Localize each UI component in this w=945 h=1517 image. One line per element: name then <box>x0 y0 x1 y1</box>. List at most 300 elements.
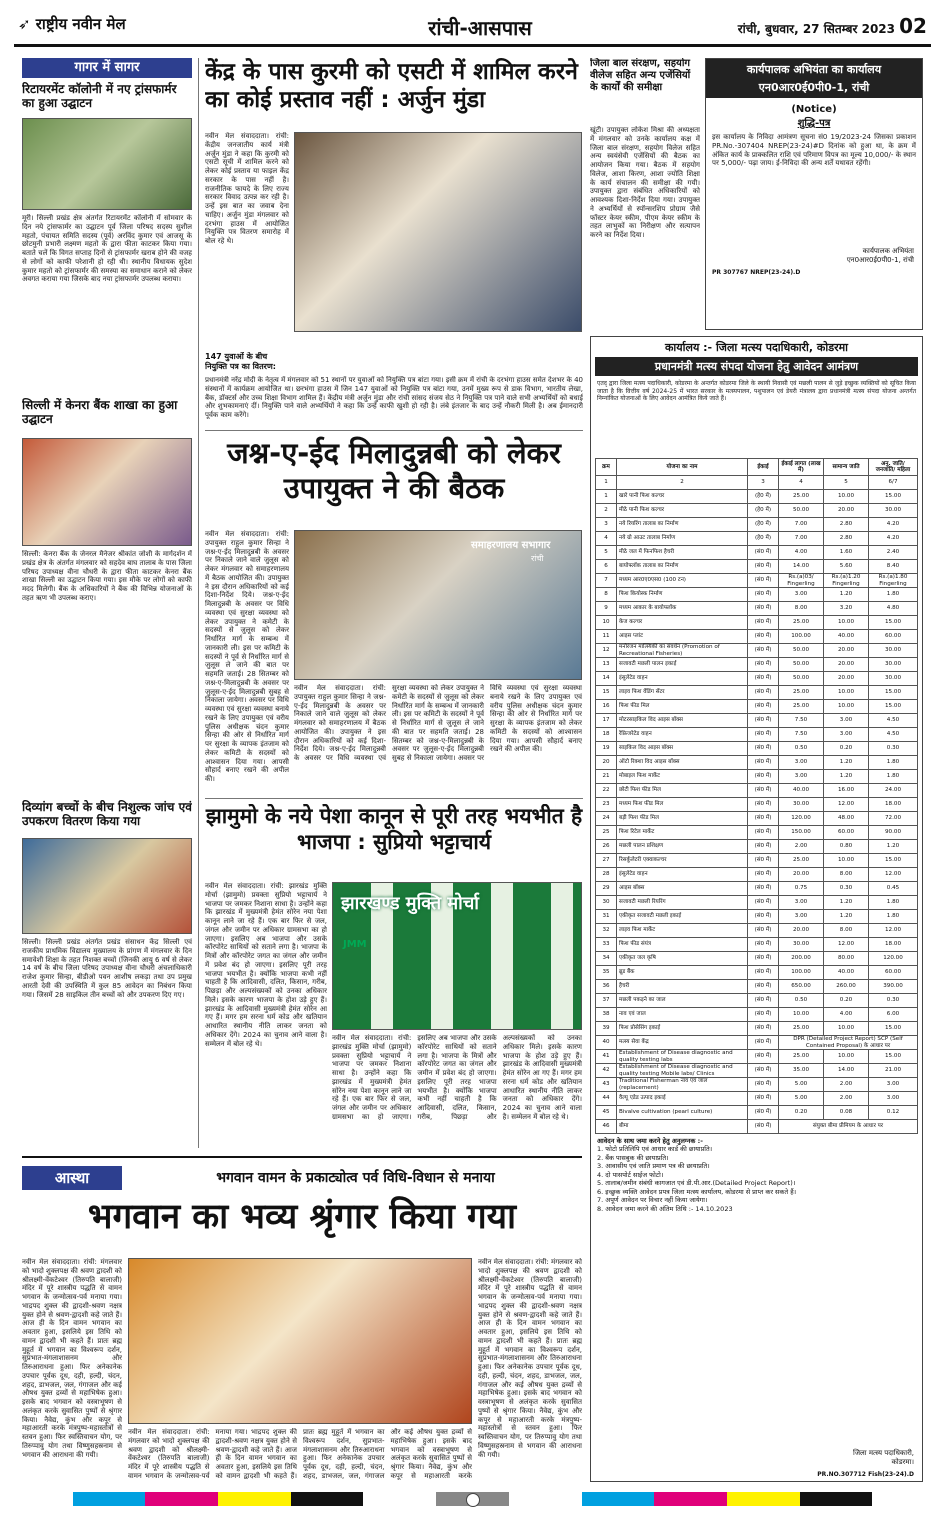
table-cell: 5 <box>596 546 617 560</box>
table-cell: मध्यम आकार के बायोफ्लॉक <box>617 602 748 616</box>
table-row <box>596 938 918 952</box>
table-cell: 0.50 <box>779 994 824 1008</box>
table-cell: 21.00 <box>869 1064 918 1078</box>
table-cell: Establishment of Disease diagnostic and quality testing labs <box>617 1050 748 1064</box>
table-cell: 20.00 <box>824 672 869 686</box>
table-cell: 15.00 <box>869 854 918 868</box>
story-body: मूरी। सिल्ली प्रखंड क्षेत्र अंतर्गत रिटायरमेंट कॉलोनी में सोमवार के दिन नये ट्रांसफार्मर का उद्घाटन पूर्व जिला परिषद सदस्य सुशील महतो, पंचायत समिति सदस्य (पूर्व) अरविंद कुमार एवं आजसू के छोटमुनी प्रभारी लक्ष्मण महतो के द्वारा फीता काटकर किया गया। बताते चलें कि विगत सप्ताह दिनों से ट्रांसफार्मर खराब होने की वजह से लोगों को काफी परेशानी हो रही थी। स्थानीय विधायक सुदेश कुमार महतो को ट्रांसफार्मर की समस्या का समाधान कराने को लेकर अवगत कराया गया जिसके बाद नया ट्रांसफार्मर उपलब्ध कराया। <box>22 214 192 284</box>
table-cell: (सं0 में) <box>748 602 779 616</box>
table-cell: (सं0 में) <box>748 784 779 798</box>
table-cell: 40.00 <box>824 630 869 644</box>
masthead-rule <box>14 44 931 47</box>
page-number: 02 <box>899 14 927 38</box>
bird-logo-icon: ➶ <box>18 15 36 33</box>
table-cell: 16.00 <box>824 784 869 798</box>
table-cell: 30.00 <box>869 672 918 686</box>
table-cell: 0.45 <box>869 882 918 896</box>
table-cell: 390.00 <box>869 980 918 994</box>
article-body: प्रधानमंत्री नरेंद्र मोदी के नेतृत्व में मंगलवार को 51 स्थानों पर युवाओं को नियुक्ति पत्र बांटा गया। इसी क्रम में रांची के दरभंगा हाउस समेत देशभर के 40 संस्थानों में कार्यक्रम आयोजित था। छरभंगा हाउस में जिन 147 युवाओं को नियुक्ति पत्र बांटा गया, उनमें मुख्य रूप से डाक विभाग, भारतीय लेखा, बैंक, डॉक्टर्स और उच्च शिक्षा विभाग शामिल हैं। केंद्रीय मंत्री अर्जुन मुंडा और रांची सांसद संजय सेठ ने नियुक्ति पत्र पाने वाले सभी अभ्यर्थियों को बधाई और शुभकामनाएं दीं। नियुक्ति पाने वाले अभ्यर्थियों ने कहा कि उन्हें काफी खुशी हो रही है। लंबे इंतजार के बाद उन्हें नौकरी मिली है। अब ईमानदारी पूर्वक काम करेंगे। <box>205 376 583 419</box>
table-cell: 26 <box>596 840 617 854</box>
table-cell: 41 <box>596 1050 617 1064</box>
table-row <box>596 1078 918 1092</box>
table-cell: 15.00 <box>869 490 918 504</box>
table-cell: 3.00 <box>779 896 824 910</box>
table-cell: 4.00 <box>824 1008 869 1022</box>
table-cell: 0.12 <box>869 1106 918 1120</box>
table-cell: 8.00 <box>779 602 824 616</box>
table-cell: Rs.(a)03/ Fingerling <box>779 574 824 588</box>
table-cell: 15.00 <box>869 686 918 700</box>
table-cell: 1.20 <box>824 910 869 924</box>
table-cell: 50.00 <box>779 658 824 672</box>
table-cell: 14.00 <box>779 560 824 574</box>
table-cell: DPR (Detailed Project Report) SCP (Self Contained Proposal) के आधार पर <box>779 1036 918 1050</box>
docs-item: 8. आवेदन जमा करने की अंतिम तिथि :- 14.10.2023 <box>597 1204 733 1213</box>
table-cell: 7.00 <box>779 532 824 546</box>
table-cell: 0.20 <box>779 1106 824 1120</box>
table-cell: (सं0 में) <box>748 826 779 840</box>
table-cell: 2.00 <box>824 1078 869 1092</box>
story-title: रिटायरमेंट कॉलोनी में नए ट्रांसफार्मर का हुआ उद्घाटन <box>22 82 177 111</box>
table-cell: (सं0 में) <box>748 686 779 700</box>
story-body: सिल्ली। सिल्ली प्रखंड अंतर्गत प्रखंड संसाधन केंद्र सिल्ली एवं राजकीय प्राथमिक विद्यालय मुख्यालय के प्रांगण में मंगलवार के दिन समावेशी शिक्षा के तहत निशक्त बच्चों (जिनकी आयु 6 वर्ष से लेकर 14 वर्ष के बीच जिला परिषद उपाध्यक्ष वीना चौधरी अंचलाधिकारी राजेश कुमार सिन्हा, बीडीओ पवन आशीष लकड़ा तथा उप प्रमुख आरती देवी की उपस्थिति में कुल 85 आवेदन का निबंधन किया गया। जिसमें 28 साइकिल तीन बच्चों को और उपकरण दिए गए। <box>22 938 192 999</box>
table-row <box>596 826 918 840</box>
table-cell: मीठे पानी फिश कल्चर <box>617 504 748 518</box>
story-body-cont: नवीन मेल संवाददाता। रांची: मंगलवार को भादो शुक्लपक्ष की श्रवण द्वादशी को श्रीलक्ष्मी-वेंकटेश्वर (तिरुपति बालाजी) मंदिर में पूरे शास्त्रीय पद्धति से वामन भगवान के जन्मोत्सव-पर्व मनाया गया। भाद्रपद शुक्ल की द्वादशी-श्रवण नक्षत्र युक्त होने से श्रवण-द्वादशी कहे जाते हैं। आज ही के दिन वामन भगवान का अवतार हुआ, इसलिये इस तिथि को वामन द्वादशी भी कहते हैं। प्रातः ब्रह्म मुहूर्त में भगवान का विश्वरूप दर्शन, सुप्रभात-मंगलाशासनम और तिरुआराधना हुआ। फिर अनेकानेक उपचार पूर्वक दूध, दही, हल्दी, चंदन, शहद, डाभजल, जल, गंगाजल और कई औषध युक्त द्रव्यों से महाभिषेक हुआ। इसके बाद भगवान को वस्त्राभूषण से अलंकृत करके सुवासित पुष्पों से श्रृंगार किया। नैवेद्य, कुंभ और कपूर से महाआरती करके मंत्रपुष्प-महास्तोत्रों से स्तवन हुआ। फिर स्वस्तिवाचन योग, पर तिरुप्पावु योग तथा विष्णुसहस्रनाम से भगवान की आराधना की गयी। <box>478 1258 582 1459</box>
table-cell: (सं0 में) <box>748 868 779 882</box>
table-cell: 40.00 <box>779 784 824 798</box>
table-cell: 20 <box>596 756 617 770</box>
table-cell: 29 <box>596 882 617 896</box>
table-cell: 43 <box>596 1078 617 1092</box>
table-cell: 1.20 <box>824 896 869 910</box>
table-row <box>596 966 918 980</box>
table-cell: 0.08 <box>824 1106 869 1120</box>
table-cell: फिश फीड संयंत्र <box>617 938 748 952</box>
story-body-cont: नवीन मेल संवाददाता। रांची: मंगलवार को भादो शुक्लपक्ष की श्रवण द्वादशी को श्रीलक्ष्मी-वेंकटेश्वर (तिरुपति बालाजी) मंदिर में पूरे शास्त्रीय पद्धति से वामन भगवान के जन्मोत्सव-पर्व मनाया गया। भाद्रपद शुक्ल की द्वादशी-श्रवण नक्षत्र युक्त होने से श्रवण-द्वादशी कहे जाते हैं। आज ही के दिन वामन भगवान का अवतार हुआ, इसलिये इस तिथि को वामन द्वादशी भी कहते हैं। प्रातः ब्रह्म मुहूर्त में भगवान का विश्वरूप दर्शन, सुप्रभात-मंगलाशासनम और तिरुआराधना हुआ। फिर अनेकानेक उपचार पूर्वक दूध, दही, हल्दी, चंदन, शहद, डाभजल, जल, गंगाजल और कई औषध युक्त द्रव्यों से महाभिषेक हुआ। इसके बाद भगवान को वस्त्राभूषण से अलंकृत करके सुवासित पुष्पों से श्रृंगार किया। नैवेद्य, कुंभ और कपूर से महाआरती करके <box>128 1428 472 1480</box>
table-row <box>596 518 918 532</box>
table-cell: 10.00 <box>779 1008 824 1022</box>
table-cell: 25.00 <box>779 686 824 700</box>
notice-dept: एन0आर0ई0पी0-1, रांची <box>706 80 922 98</box>
notice-pr: PR.NO.307712 Fish(23-24).D <box>817 1471 914 1478</box>
table-row <box>596 616 918 630</box>
table-cell: ऑटो रिक्शा विद आइस बॉक्स <box>617 756 748 770</box>
table-cell: 7 <box>596 574 617 588</box>
table-cell: 1.80 <box>869 756 918 770</box>
notice-body: इस कार्यालय के निविदा आमंत्रण सूचना सं0 19/2023-24 जिसका प्रकाशन PR.No.-307404 NREP(23-24)#D दिनांक को हुआ था, के क्रम में अंकित कार्य के प्राक्कलित राशि एवं परिमाण विपत्र का मूल्य 10,000/- के स्थान पर 5,000/- पढ़ा जाय। ई-निविदा की अन्य शर्तें यथावत रहेंगी। <box>712 133 916 168</box>
table-cell: 10.00 <box>824 686 869 700</box>
table-cell: 3.00 <box>824 714 869 728</box>
article-photo <box>294 530 582 680</box>
table-row <box>596 882 918 896</box>
table-cell: 10.00 <box>824 854 869 868</box>
table-row <box>596 1036 918 1050</box>
col-header: सामान्य जाति <box>824 459 869 476</box>
table-cell: एकीकृत जल कृषि <box>617 952 748 966</box>
photo-banner-text: समाहरणालय सभागार <box>471 540 551 551</box>
table-cell: 18 <box>596 728 617 742</box>
table-cell: 4.50 <box>869 714 918 728</box>
table-cell: 90.00 <box>869 826 918 840</box>
table-row <box>596 910 918 924</box>
notice-label: (Notice) <box>791 104 837 115</box>
table-cell: 20.00 <box>779 868 824 882</box>
table-cell: 1.80 <box>869 896 918 910</box>
article-photo <box>294 132 582 332</box>
table-cell: 3.00 <box>869 1092 918 1106</box>
table-cell: 30.00 <box>779 798 824 812</box>
table-cell: 50.00 <box>779 504 824 518</box>
table-cell: 11 <box>596 630 617 644</box>
table-cell: 10.00 <box>824 616 869 630</box>
table-cell: 150.00 <box>779 826 824 840</box>
table-cell: केज कल्चर <box>617 616 748 630</box>
table-row <box>596 1064 918 1078</box>
scheme-table-wrap <box>591 458 922 1134</box>
table-cell: 100.00 <box>779 966 824 980</box>
table-cell: 2.80 <box>824 518 869 532</box>
table-cell: (सं0 में) <box>748 756 779 770</box>
docs-item: 2. बैंक पासबुक की छायाप्रति। <box>597 1153 669 1162</box>
table-cell: (सं0 में) <box>748 854 779 868</box>
table-cell: 60.00 <box>869 630 918 644</box>
table-row <box>596 742 918 756</box>
table-cell: (सं0 में) <box>748 952 779 966</box>
table-row <box>596 1092 918 1106</box>
table-cell: 3.00 <box>824 728 869 742</box>
table-cell: (सं0 में) <box>748 742 779 756</box>
table-cell: 40 <box>596 1036 617 1050</box>
table-cell: 15.00 <box>869 616 918 630</box>
table-cell: 42 <box>596 1064 617 1078</box>
table-cell: (सं0 में) <box>748 1120 779 1134</box>
table-cell: 0.50 <box>779 742 824 756</box>
table-cell: छोटी फिश फीड मिल <box>617 784 748 798</box>
table-cell: सजावटी मछली रियरिंग <box>617 896 748 910</box>
table-cell: 1.20 <box>869 840 918 854</box>
table-cell: 7.50 <box>779 714 824 728</box>
table-cell: 25 <box>596 826 617 840</box>
table-cell: (सं0 में) <box>748 980 779 994</box>
article-body-cont: नवीन मेल संवाददाता। रांची: उपायुक्त राहुल कुमार सिन्हा ने जश्न-ए-ईद मिलादुन्नबी के अवसर पर निकाले जाने वाले जुलूस को लेकर मंगलवार को समाहरणालय में बैठक आयोजित की। उपायुक्त ने इस दौरान अधिकारियों को कई दिशा-निर्देश दिये। जश्न-ए-ईद मिलादुन्नबी के अवसर पर विधि व्यवस्था एवं सुरक्षा व्यवस्था को लेकर उपायुक्त ने कमेटी के सदस्यों से जुलूस को लेकर निर्धारित मार्ग के सम्बन्ध में जानकारी ली। इस पर कमिटी के सदस्यों ने पूर्व से निर्धारित मार्ग से जुलूस ले जाने की बात पर सहमति जताई। 28 सितम्बर को जश्न-ए-मिलादुन्नबी के अवसर पर जुलूस-ए-ईद मिलादुन्नबी सुबह से निकाला जायेगा। अवसर पर विधि व्यवस्था एवं सुरक्षा व्यवस्था बनाये रखने के लिए उपायुक्त एवं वरीय पुलिस अधीक्षक चंदन कुमार सिन्हा की ओर से निर्धारित मार्ग पर सुरक्षा के व्यापक इंतजाम को लेकर कमिटी के सदस्यों को आश्वासन दिया गया। आपसी सौहार्द बनाए रखने की अपील की। <box>294 684 582 762</box>
article-body: नवीन मेल संवाददाता। रांची: उपायुक्त राहुल कुमार सिन्हा ने जश्न-ए-ईद मिलादुन्नबी के अवसर पर निकाले जाने वाले जुलूस को लेकर मंगलवार को समाहरणालय में बैठक आयोजित की। उपायुक्त ने इस दौरान अधिकारियों को कई दिशा-निर्देश दिये। जश्न-ए-ईद मिलादुन्नबी के अवसर पर विधि व्यवस्था एवं सुरक्षा व्यवस्था को लेकर उपायुक्त ने कमेटी के सदस्यों से जुलूस को लेकर निर्धारित मार्ग के सम्बन्ध में जानकारी ली। इस पर कमिटी के सदस्यों ने पूर्व से निर्धारित मार्ग से जुलूस ले जाने की बात पर सहमति जताई। 28 सितम्बर को जश्न-ए-मिलादुन्नबी के अवसर पर जुलूस-ए-ईद मिलादुन्नबी सुबह से निकाला जायेगा। अवसर पर विधि व्यवस्था एवं सुरक्षा व्यवस्था बनाये रखने के लिए उपायुक्त एवं वरीय पुलिस अधीक्षक चंदन कुमार सिन्हा की ओर से निर्धारित मार्ग पर सुरक्षा के व्यापक इंतजाम को लेकर कमिटी के सदस्यों को आश्वासन दिया गया। आपसी सौहार्द बनाए रखने की अपील की। <box>205 530 289 783</box>
table-colnum-row <box>596 476 918 490</box>
table-cell: 15 <box>596 686 617 700</box>
table-cell: 21 <box>596 770 617 784</box>
table-cell: 1.80 <box>869 588 918 602</box>
notice-signer: जिला मत्स्य पदाधिकारी, कोडरमा। <box>853 1449 914 1466</box>
table-cell: 9 <box>596 602 617 616</box>
notice-corrigendum: शुद्धि-पत्र <box>797 118 831 129</box>
table-cell: एकीकृत सजावटी मछली इकाई <box>617 910 748 924</box>
notice-box <box>705 58 923 330</box>
dateline: रांची, बुधवार, 27 सितम्बर 2023 <box>737 22 895 36</box>
table-row <box>596 1050 918 1064</box>
table-cell: (सं0 में) <box>748 1022 779 1036</box>
table-cell: 35.00 <box>779 1064 824 1078</box>
docs-item: 1. फोटो प्रतिलिपि एवं आधार कार्ड की छायाप्रति। <box>597 1145 713 1154</box>
story-photo <box>128 1258 472 1424</box>
table-cell: 1.20 <box>824 770 869 784</box>
table-row <box>596 504 918 518</box>
table-cell: 4.50 <box>869 728 918 742</box>
story-body: खूंटी। उपायुक्त लोकेश मिश्रा की अध्यक्षता में मंगलवार को उनके कार्यालय कक्ष में जिला बाल संरक्षण, सहयोग विलेज सहित अन्य स्वयंसेवी एजेंसियों की बैठक का आयोजन किया गया। बैठक में सहयोग विलेज, आशा किरण, आशा ज्योति शिक्षा के कार्य संचालन की समीक्षा की गयी। उपायुक्त द्वारा संबंधित अधिकारियों को आवश्यक दिशा-निर्देश दिया गया। उपायुक्त ने अभ्यर्थियों से स्पॉन्सरशिप प्रोग्राम जैसे फॉस्टर केयर स्कीम, पीएम केयर स्कीम के तहत लाभुकों का निरीक्षण और सत्यापन करने का निर्देश दिया। <box>590 126 700 239</box>
col-number: 3 <box>748 476 779 490</box>
table-cell: 8.40 <box>869 560 918 574</box>
table-row <box>596 784 918 798</box>
table-cell: 35 <box>596 966 617 980</box>
table-row <box>596 560 918 574</box>
story-photo <box>22 838 192 934</box>
table-cell: 17 <box>596 714 617 728</box>
table-cell: 50.00 <box>779 644 824 658</box>
table-cell: मध्यम आर0ए0एस0 (100 टन) <box>617 574 748 588</box>
docs-item: 5. तालाब/जमीन संबंधी कागजात एवं डी.पी.आर.(Detailed Project Report)। <box>597 1179 796 1188</box>
col-header: ईकाई लागत (लाख में) <box>779 459 824 476</box>
story-body: नवीन मेल संवाददाता। रांची: मंगलवार को भादो शुक्लपक्ष की श्रवण द्वादशी को श्रीलक्ष्मी-वेंकटेश्वर (तिरुपति बालाजी) मंदिर में पूरे शास्त्रीय पद्धति से वामन भगवान के जन्मोत्सव-पर्व मनाया गया। भाद्रपद शुक्ल की द्वादशी-श्रवण नक्षत्र युक्त होने से श्रवण-द्वादशी कहे जाते हैं। आज ही के दिन वामन भगवान का अवतार हुआ, इसलिये इस तिथि को वामन द्वादशी भी कहते हैं। प्रातः ब्रह्म मुहूर्त में भगवान का विश्वरूप दर्शन, सुप्रभात-मंगलाशासनम और तिरुआराधना हुआ। फिर अनेकानेक उपचार पूर्वक दूध, दही, हल्दी, चंदन, शहद, डाभजल, जल, गंगाजल और कई औषध युक्त द्रव्यों से महाभिषेक हुआ। इसके बाद भगवान को वस्त्राभूषण से अलंकृत करके सुवासित पुष्पों से श्रृंगार किया। नैवेद्य, कुंभ और कपूर से महाआरती करके मंत्रपुष्प-महास्तोत्रों से स्तवन हुआ। फिर स्वस्तिवाचन योग, पर तिरुप्पावु योग तथा विष्णुसहस्रनाम से भगवान की आराधना की गयी। <box>22 1258 122 1459</box>
table-row <box>596 714 918 728</box>
table-cell: 650.00 <box>779 980 824 994</box>
table-cell: सजावटी मछली पालन इकाई <box>617 658 748 672</box>
table-cell: (सं0 में) <box>748 658 779 672</box>
table-cell: नये ग्रो आउट तालाब निर्माण <box>617 532 748 546</box>
jmm-banner-text: झारखण्ड मुक्ति मोर्चा <box>341 893 479 914</box>
article-rule <box>205 430 583 431</box>
table-cell: 30.00 <box>869 658 918 672</box>
article-headline: केंद्र के पास कुरमी को एसटी में शामिल करने का कोई प्रस्ताव नहीं : अर्जुन मुंडा <box>205 59 578 114</box>
table-cell: 44 <box>596 1092 617 1106</box>
col-number: 6/7 <box>869 476 918 490</box>
table-body <box>596 490 918 1134</box>
table-cell: मोबाइल फिश मार्केट <box>617 770 748 784</box>
table-cell: (सं0 में) <box>748 630 779 644</box>
table-cell: 20.00 <box>824 504 869 518</box>
docs-item: 3. आवासीय एवं जाति प्रमाण पत्र की छायाप्रति। <box>597 1162 710 1171</box>
table-cell: 34 <box>596 952 617 966</box>
notice-pr: PR 307767 NREP(23-24).D <box>712 269 801 276</box>
table-cell: 12.00 <box>824 938 869 952</box>
table-row <box>596 1106 918 1120</box>
table-cell: 0.80 <box>824 840 869 854</box>
table-cell: 0.30 <box>824 882 869 896</box>
table-cell: 16 <box>596 700 617 714</box>
brand-logo: ➶ राष्ट्रीय नवीन मेल <box>18 15 126 33</box>
table-cell: 3.00 <box>779 770 824 784</box>
table-cell: 40.00 <box>824 966 869 980</box>
table-cell: 50.00 <box>779 672 824 686</box>
table-row <box>596 686 918 700</box>
table-cell: 25.00 <box>779 854 824 868</box>
table-row <box>596 770 918 784</box>
table-cell: 25.00 <box>779 700 824 714</box>
table-cell: 260.00 <box>824 980 869 994</box>
table-cell: (सं0 में) <box>748 994 779 1008</box>
table-cell: (हे0 में) <box>748 504 779 518</box>
table-cell: मत्स्य सेवा केंद्र <box>617 1036 748 1050</box>
table-cell: 30 <box>596 896 617 910</box>
article-headline: झामुमो के नये पेशा कानून से पूरी तरह भयभीत है भाजपा : सुप्रियो भट्टाचार्य <box>205 804 583 854</box>
article-body-cont: नवीन मेल संवाददाता। रांची: झारखंड मुक्ति मोर्चा (झामुमो) प्रवक्ता सुप्रियो भट्टाचार्य ने भाजपा पर जमकर निशाना साधा है। उन्होंने कहा कि झारखंड में मुख्यमंत्री हेमंत सोरेन नया पेशा कानून लाने जा रहे हैं। एक बार फिर से जल, जंगल और जमीन पर अधिकार ग्रामसभा का हो जाएगा। इसलिए अब भाजपा और उसके कॉरपोरेट साथियों को सताने लगा है। भाजपा के मित्रों और कॉरपोरेट जगत का जंगल और जमीन में प्रवेश बंद हो जाएगा। इसलिए पूरी तरह भाजपा भयभीत है। क्योंकि भाजपा कभी नहीं चाहती है कि आदिवासी, दलित, किसान, गरीब, पिछड़ा और अल्पसंख्यकों को उनका अधिकार मिले। इसके कारण भाजपा के होश उड़े हुए हैं। झारखंड के आदिवासी मुख्यमंत्री हेमंत सोरेन आ गए हैं। मगर हम सरना धर्म कोड और खतियान आधारित स्थानीय नीति लाकर जनता को अधिकार देंगे। 2024 का चुनाव आने वाला है। सम्मेलन में बोल रहे थे। <box>332 1034 582 1121</box>
table-cell: 60.00 <box>869 966 918 980</box>
article-subhead: 147 युवाओं के बीच नियुक्ति पत्र का वितरण: <box>205 352 276 371</box>
docs-list <box>597 1145 916 1213</box>
table-cell: (सं0 में) <box>748 910 779 924</box>
table-cell: 2.00 <box>824 1092 869 1106</box>
article-rule <box>205 798 583 799</box>
table-cell: 200.00 <box>779 952 824 966</box>
table-cell: 2.80 <box>824 532 869 546</box>
table-cell: 80.00 <box>824 952 869 966</box>
table-cell: बीमा <box>617 1120 748 1134</box>
table-cell: फिश प्रोसेसिंग इकाई <box>617 1022 748 1036</box>
table-cell: 100.00 <box>779 630 824 644</box>
table-cell: 36 <box>596 980 617 994</box>
table-cell: (सं0 में) <box>748 728 779 742</box>
table-row <box>596 798 918 812</box>
table-row <box>596 840 918 854</box>
table-cell: नये रियरिंग तालाब का निर्माण <box>617 518 748 532</box>
table-cell: (सं0 में) <box>748 966 779 980</box>
col-header: क्रम <box>596 459 617 476</box>
table-cell: 28 <box>596 868 617 882</box>
table-cell: 10.00 <box>824 1022 869 1036</box>
table-row <box>596 644 918 658</box>
docs-item: 7. अपूर्ण आवेदन पर विचार नहीं किया जायेगा। <box>597 1196 708 1205</box>
table-cell: फिश फीड मिल <box>617 700 748 714</box>
table-row <box>596 812 918 826</box>
table-cell: मध्यम फिश फीड मिल <box>617 798 748 812</box>
table-cell: 14.00 <box>824 1064 869 1078</box>
table-cell: 15.00 <box>869 700 918 714</box>
table-cell: 3 <box>596 518 617 532</box>
table-cell: 15.00 <box>869 1022 918 1036</box>
table-row <box>596 868 918 882</box>
table-cell: 4.20 <box>869 532 918 546</box>
table-cell: 15.00 <box>869 1050 918 1064</box>
table-row <box>596 672 918 686</box>
table-cell: इंसुलेटेड वाहन <box>617 868 748 882</box>
notice-scheme: प्रधानमंत्री मत्स्य संपदा योजना हेतु आवेदन आमंत्रण <box>595 357 918 376</box>
table-cell: 25.00 <box>779 1022 824 1036</box>
table-cell: 4.20 <box>869 518 918 532</box>
table-row <box>596 854 918 868</box>
table-row <box>596 1120 918 1134</box>
table-cell: (सं0 में) <box>748 560 779 574</box>
scheme-table <box>595 458 918 1134</box>
table-cell: (सं0 में) <box>748 1064 779 1078</box>
table-cell: 24 <box>596 812 617 826</box>
table-row <box>596 532 918 546</box>
table-cell: फिश रिटेल मार्केट <box>617 826 748 840</box>
story-body: सिल्ली: केनरा बैंक के जेनरल मैनेजर श्रीकांत जोशी के मार्गदर्शन में प्रखंड क्षेत्र के अंतर्गत मंगलवार को सहदेव बाघ तालाब के पास जिला परिषद उपाध्यक्ष वीना चौधरी के द्वारा फीता काटकर केनरा बैंक शाखा सिल्ली का उद्घाटन किया गया। इस मौके पर लोगों को काफी मदद मिलेगी। बैंक के अधिकारियों ने बैंक की विभिन्न योजनाओं के तहत ऋण भी उपलब्ध कराए। <box>22 550 192 602</box>
table-cell: 2.00 <box>779 840 824 854</box>
table-cell: (सं0 में) <box>748 574 779 588</box>
table-cell: (सं0 में) <box>748 896 779 910</box>
table-cell: 23 <box>596 798 617 812</box>
table-cell: 5.00 <box>779 1092 824 1106</box>
docs-item: 4. दो पासपोर्ट साईज फोटो। <box>597 1170 664 1179</box>
table-cell: (सं0 में) <box>748 1078 779 1092</box>
table-cell: खारे पानी फिश कल्चर <box>617 490 748 504</box>
notice-office: कार्यालय :- जिला मत्स्य पदाधिकारी, कोडरमा <box>664 341 849 354</box>
table-cell: (हे0 में) <box>748 532 779 546</box>
table-cell: 39 <box>596 1022 617 1036</box>
table-row <box>596 896 918 910</box>
table-cell: 0.20 <box>824 994 869 1008</box>
table-cell: 6 <box>596 560 617 574</box>
table-cell: (सं0 में) <box>748 770 779 784</box>
table-cell: (सं0 में) <box>748 672 779 686</box>
table-cell: 13 <box>596 658 617 672</box>
table-row <box>596 630 918 644</box>
table-cell: 0.30 <box>869 994 918 1008</box>
story-photo <box>22 438 192 546</box>
table-row <box>596 490 918 504</box>
table-cell: 3.00 <box>869 1078 918 1092</box>
table-cell: 7.00 <box>779 518 824 532</box>
notice-office: कार्यपालक अभियंता का कार्यालय <box>706 59 922 80</box>
table-cell: आइस बॉक्स <box>617 882 748 896</box>
article-body: नवीन मेल संवाददाता। रांची: झारखंड मुक्ति मोर्चा (झामुमो) प्रवक्ता सुप्रियो भट्टाचार्य ने भाजपा पर जमकर निशाना साधा है। उन्होंने कहा कि झारखंड में मुख्यमंत्री हेमंत सोरेन नया पेशा कानून लाने जा रहे हैं। एक बार फिर से जल, जंगल और जमीन पर अधिकार ग्रामसभा का हो जाएगा। इसलिए अब भाजपा और उसके कॉरपोरेट साथियों को सताने लगा है। भाजपा के मित्रों और कॉरपोरेट जगत का जंगल और जमीन में प्रवेश बंद हो जाएगा। इसलिए पूरी तरह भाजपा भयभीत है। क्योंकि भाजपा कभी नहीं चाहती है कि आदिवासी, दलित, किसान, गरीब, पिछड़ा और अल्पसंख्यकों को उनका अधिकार मिले। इसके कारण भाजपा के होश उड़े हुए हैं। झारखंड के आदिवासी मुख्यमंत्री हेमंत सोरेन आ गए हैं। मगर हम सरना धर्म कोड और खतियान आधारित स्थानीय नीति लाकर जनता को अधिकार देंगे। 2024 का चुनाव आने वाला है। सम्मेलन में बोल रहे थे। <box>205 882 327 1048</box>
table-cell: Establishment of Disease diagnostic and quality testing Mobile labs/ Clinics <box>617 1064 748 1078</box>
table-cell: 1 <box>596 490 617 504</box>
table-cell: Traditional Fisherman नाव एवं जाल (replacement) <box>617 1078 748 1092</box>
table-cell: 10.00 <box>824 490 869 504</box>
notice-intro: एतद् द्वारा जिला मत्स्य पदाधिकारी, कोडरमा के अन्तर्गत कोडरमा जिले के स्थायी निवासी एवं मछली पालन से जुड़े इच्छुक व्यक्तियों को सूचित किया जाता है कि वित्तीय वर्ष 2024-25 में भारत सरकार के मत्स्यपालन, पशुपालन एवं डेयरी मंत्रालय द्वारा प्रधानमंत्री मत्स्य संपदा योजना अन्तर्गत निम्नांकित योजनाओं के लिए आवेदन आमंत्रित किये जाते हैं। <box>597 380 916 402</box>
table-cell: मीठे जल में फिनफिश हैचरी <box>617 546 748 560</box>
column-rule <box>198 58 199 1148</box>
table-cell: मछली पकड़ने का जाल <box>617 994 748 1008</box>
notice-docs <box>591 1134 922 1216</box>
table-cell: मोटरसाइकिल विद आइस बॉक्स <box>617 714 748 728</box>
table-cell: 4.80 <box>869 602 918 616</box>
table-cell: 20.00 <box>824 644 869 658</box>
table-cell: 12.00 <box>869 924 918 938</box>
table-cell: साइकिल विद आइस बॉक्स <box>617 742 748 756</box>
table-cell: 25.00 <box>779 616 824 630</box>
table-cell: 33 <box>596 938 617 952</box>
table-row <box>596 700 918 714</box>
table-cell: (सं0 में) <box>748 616 779 630</box>
table-cell: (सं0 में) <box>748 938 779 952</box>
table-cell: 45 <box>596 1106 617 1120</box>
table-cell: 20.00 <box>824 658 869 672</box>
photo-banner-text: रांची <box>531 554 544 563</box>
table-cell: 7.50 <box>779 728 824 742</box>
table-row <box>596 546 918 560</box>
table-cell: आइस प्लांट <box>617 630 748 644</box>
table-cell: Rs.(a)1.20 Fingerling <box>824 574 869 588</box>
table-cell: (सं0 में) <box>748 1036 779 1050</box>
table-cell: 18.00 <box>869 938 918 952</box>
table-cell: 10.00 <box>824 700 869 714</box>
table-cell: 12.00 <box>824 798 869 812</box>
table-cell: 3.00 <box>779 756 824 770</box>
table-cell: 14 <box>596 672 617 686</box>
table-cell: (सं0 में) <box>748 546 779 560</box>
table-cell: 120.00 <box>869 952 918 966</box>
section-rule <box>22 1156 582 1158</box>
table-cell: 8.00 <box>824 868 869 882</box>
table-cell: 6.00 <box>869 1008 918 1022</box>
table-cell: 30.00 <box>869 644 918 658</box>
table-cell: 1.80 <box>869 910 918 924</box>
table-cell: 30.00 <box>779 938 824 952</box>
col-number: 5 <box>824 476 869 490</box>
table-cell: 10 <box>596 616 617 630</box>
table-cell: 120.00 <box>779 812 824 826</box>
